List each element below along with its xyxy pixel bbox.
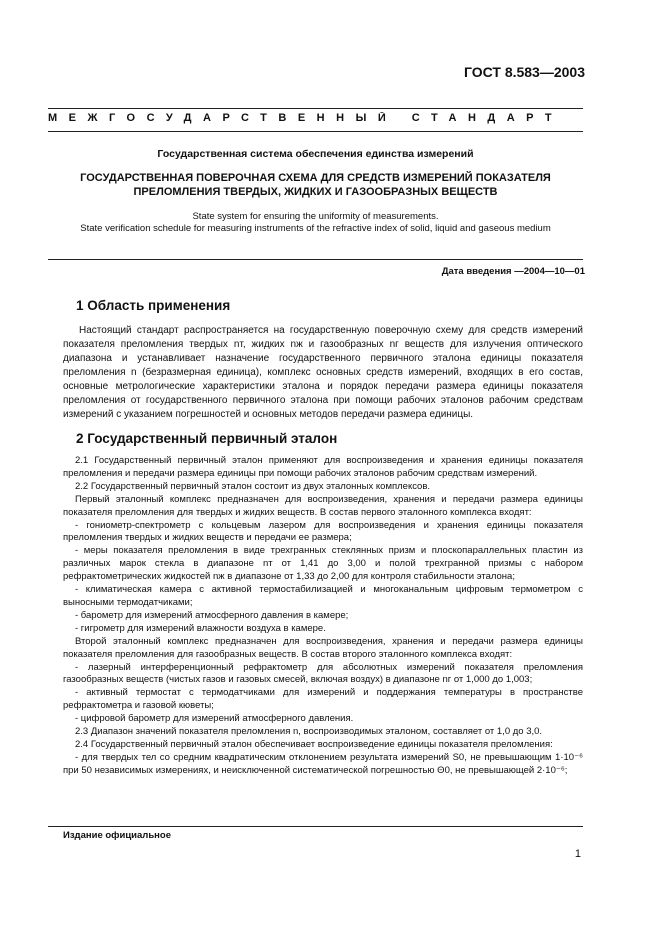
gost-number: ГОСТ 8.583—2003 [463,64,585,80]
section-2-body [63,455,583,778]
official-edition-label: Издание официальное [63,830,171,841]
document-title [48,171,583,199]
introduction-date: Дата введения —2004—10—01 [441,266,585,277]
banner-divider [48,131,583,132]
paragraph: 2.2 Государственный первичный эталон состоит из двух эталонных комплексов. [75,480,431,492]
title-line: ГОСУДАРСТВЕННАЯ ПОВЕРОЧНАЯ СХЕМА ДЛЯ СРЕДСТВ ИЗМЕРЕНИЙ ПОКАЗАТЕЛЯ [80,172,551,184]
section-2-heading: 2 Государственный первичный эталон [76,431,338,446]
english-title [48,211,583,235]
paragraph: 2.3 Диапазон значений показателя преломления n, воспроизводимых эталоном, составляет от 1,0 до 3,0. [75,726,543,738]
list-item: - барометр для измерений атмосферного давления в камере; [75,609,349,621]
paragraph: Первый эталонный комплекс предназначен для воспроизведения, хранения и передачи размера единицы показателя преломления для твердых и жидких веществ. В состав первого эталонного комплекса входят: [63,493,583,518]
paragraph: 2.1 Государственный первичный эталон применяют для воспроизведения и хранения единицы показателя преломления и передачи размера единицы при помощи рабочих эталонов рабочим средствам измерений. [63,455,583,479]
paragraph: Второй эталонный комплекс предназначен для воспроизведения, хранения и передачи размера единицы показателя преломления для газообразных веществ. В состав второго эталонного комплекса входят: [63,635,583,660]
title-line: ПРЕЛОМЛЕНИЯ ТВЕРДЫХ, ЖИДКИХ И ГАЗООБРАЗНЫХ ВЕЩЕСТВ [133,186,498,198]
system-title: Государственная система обеспечения единства измерений [157,148,474,160]
english-title-line: State verification schedule for measuring instruments of the refractive index of solid, liquid and gaseous medium [80,223,551,234]
paragraph: Настоящий стандарт распространяется на государственную поверочную схему для средств измерений показателя преломления твердых nт, жидких nж и газообразных nг веществ для излучения оптического диапазона и устанавливает назначение государственного первичного эталона единицы показателя преломления n (безразмерная единица), комплекс основных средств измерений, входящих в его состав, основные метрологические характеристики эталона и порядок передачи размера единицы показателя преломления от государственного первичного эталона при помощи рабочих эталонов рабочим средствам измерений с указанием погрешностей и основных методов передачи размера единицы. [63,325,583,420]
list-item: - лазерный интерференционный рефрактометр для абсолютных измерений показателя преломления газообразных веществ (чистых газов и газовых смесей, включая воздух) в диапазоне nг от 1,000 до 1,003; [63,661,583,686]
section-1-heading: 1 Область применения [76,298,231,313]
standard-banner: МЕЖГОСУДАРСТВЕННЫЙ СТАНДАРТ [48,112,564,124]
list-item: - климатическая камера с активной термостабилизацией и многоканальным цифровым термометром с выносными термодатчиками; [63,584,583,608]
list-item: - цифровой барометр для измерений атмосферного давления. [75,713,354,725]
list-item: - для твердых тел со средним квадратическим отклонением результата измерений S0, не превышающим 1·10⁻⁶ при 50 независимых измерениях, и неисключенной систематической погрешностью Θ0, не превышающей 2·10⁻⁶; [63,751,583,776]
english-title-line: State system for ensuring the uniformity of measurements. [192,211,439,222]
list-item: - гигрометр для измерений влажности воздуха в камере. [75,622,326,634]
list-item: - гониометр-спектрометр с кольцевым лазером для воспроизведения и хранения единицы показателя преломления твердых и жидких веществ и передачи ее размера; [63,519,583,544]
date-divider [48,259,583,260]
list-item: - меры показателя преломления в виде трехгранных стеклянных призм и плоскопараллельных пластин из различных марок стекла в диапазоне nт от 1,41 до 3,00 и полой трехгранной призмы с набором рефрактометрических жидкостей nж в диапазоне от 1,33 до 2,00 для контроля стабильности эталона; [63,545,583,583]
page-number: 1 [574,848,581,860]
top-divider [48,108,583,109]
paragraph: 2.4 Государственный первичный эталон обеспечивает воспроизведение единицы показателя преломления: [75,738,553,750]
section-1-body [63,324,583,422]
list-item: - активный термостат с термодатчиками для измерений и поддержания температуры в пространстве рефрактометра и газовой кюветы; [63,687,583,712]
footer-divider [48,826,583,827]
